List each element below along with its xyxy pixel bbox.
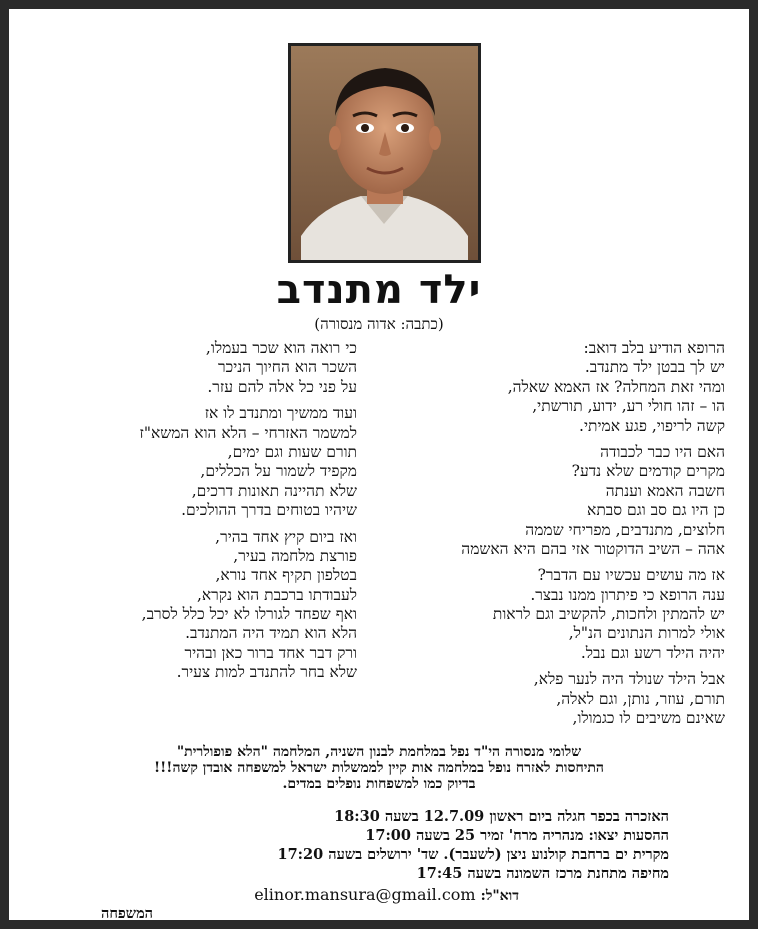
poem-line: אבל הילד שנולד היה לנער פלא, <box>533 670 725 689</box>
poem-line: תורם שעות וגם ימים, <box>227 442 357 461</box>
event-line: מחיפה מתחנת מרכז השמונה בשעה 17:45 <box>416 865 669 882</box>
memorial-statement <box>29 744 729 792</box>
poem-line: על פני כל אלה להם עזר. <box>207 377 357 396</box>
page-title: ילד מתנדב <box>276 267 482 313</box>
stanza <box>365 339 725 436</box>
poem-line: קשה לריפוי, פגע אמיתי. <box>579 416 725 435</box>
stanza <box>7 339 357 397</box>
memorial-line: התיחסות לאזרח נופל במלחמה אות קיין לממשלות ישראל למשפחה אובדן קשה!!! <box>154 760 604 776</box>
stanza <box>365 670 725 728</box>
signature: המשפחה <box>101 905 154 922</box>
poem-line: שלא תהיינה תאונות דרכים, <box>191 481 357 500</box>
poem-line: ואף שפחד לגורלו לא יכל כלל לסרב, <box>141 605 357 624</box>
poem-line: חלוצים, מתנדבים, מפריחי שממה <box>525 520 725 539</box>
poem-line: מקרים קודמים שלא נדע? <box>571 462 725 481</box>
poem-line: הלא הוא תמיד היה המתנדב. <box>185 624 357 643</box>
poem-line: מקפיד לשמור על הכללים, <box>200 462 357 481</box>
poem-line: אז מה עושים עכשיו עם הדבר? <box>537 566 725 585</box>
poem-line: האם היו כבר לכבודה <box>600 442 725 461</box>
event-line: מקרית ים ברחבת קולנוע ניצן (לשעבר). שד' ירושלים בשעה 17:20 <box>277 846 669 863</box>
poem-line: למשמר האזרחי – הלא הוא המשא"ז <box>139 423 357 442</box>
poem-line: ורק דבר אחד ברור כאן ובהיר <box>184 643 357 662</box>
byline: (כתבה: אדוה מנסורה) <box>314 315 444 333</box>
poem-line: כי רואה הוא שכר בעמלו, <box>205 339 357 357</box>
poem-line: יהיה הילד רשע וגם נבל. <box>580 643 725 662</box>
poem-line: אהה – השיב הדוקטור אזי בהם היא האשמה <box>461 539 725 558</box>
portrait-icon <box>291 46 478 260</box>
poem-line: ענה הרופא כי פיתרון ממנו נבצר. <box>530 585 725 604</box>
poem-line: כן היו גם סב וגם סבתא <box>587 501 725 520</box>
poem-line: יש לך בבטן ילד מתנדב. <box>584 358 725 377</box>
stanza <box>7 528 357 683</box>
poem-line: ומהי זאת המחלה? אז האמא שאלה, <box>507 377 725 396</box>
poem-line: תורם, עוזר, נותן, וגם לאלה, <box>556 689 725 708</box>
email-label: דוא"ל: <box>480 888 519 904</box>
event-line: האזכרה בכפר חגלה ביום ראשון 12.7.09 בשעה 18:30 <box>334 808 669 825</box>
poem-column-right <box>365 339 725 735</box>
poem-line: חשבה האמא וענתה <box>605 481 725 500</box>
poem-line: שאינם משיבים לו כגמולו, <box>572 709 725 728</box>
poem-line: ועוד ממשיך ומתנדב לו אז <box>204 404 357 423</box>
memorial-line: בדיוק כמו למשפחות נופלים במדים. <box>282 776 476 792</box>
poem-line: שיהיו בטוחים בדרך ההולכים. <box>181 501 357 520</box>
poem-line: יש להמתין ולחכות, להקשיב וגם לראות <box>492 605 725 624</box>
stanza <box>365 566 725 663</box>
poem-line: לעבודתו ברכבת הוא נקרא, <box>196 585 357 604</box>
poem-line: בטלפון תקיף אחד נורא, <box>215 566 357 585</box>
poem-line: פורצת מלחמה בעיר, <box>233 546 357 565</box>
poem-line: הו – זהו חולי רע, ידוע, תורשתי, <box>532 397 725 416</box>
event-details <box>49 807 669 883</box>
poem-line: שלא בחר להתנדב למות צעיר. <box>176 663 357 682</box>
stanza <box>365 443 725 559</box>
memorial-line: שלומי מנסורה הי"ד נפל במלחמת לבנון השניה, המלחמה "הלא פופולרית" <box>176 744 582 760</box>
poem-line: אולי למרות הנתונים הנ"ל, <box>568 624 725 643</box>
poem-line: ואז ביום קיץ אחד בהיר, <box>215 527 357 546</box>
contact-line <box>254 885 519 906</box>
poem-line: השכר הוא החיוך הניכר <box>218 358 357 377</box>
email-link[interactable]: elinor.mansura@gmail.com <box>254 885 476 904</box>
event-line: ההסעות יצאו: מנהריה מרח' זמיר 25 בשעה 17:00 <box>365 827 669 844</box>
poem-column-left <box>7 339 357 690</box>
poem-line: הרופא הודיע בלב דואב: <box>583 339 725 357</box>
portrait-photo <box>288 43 481 263</box>
stanza <box>7 404 357 520</box>
